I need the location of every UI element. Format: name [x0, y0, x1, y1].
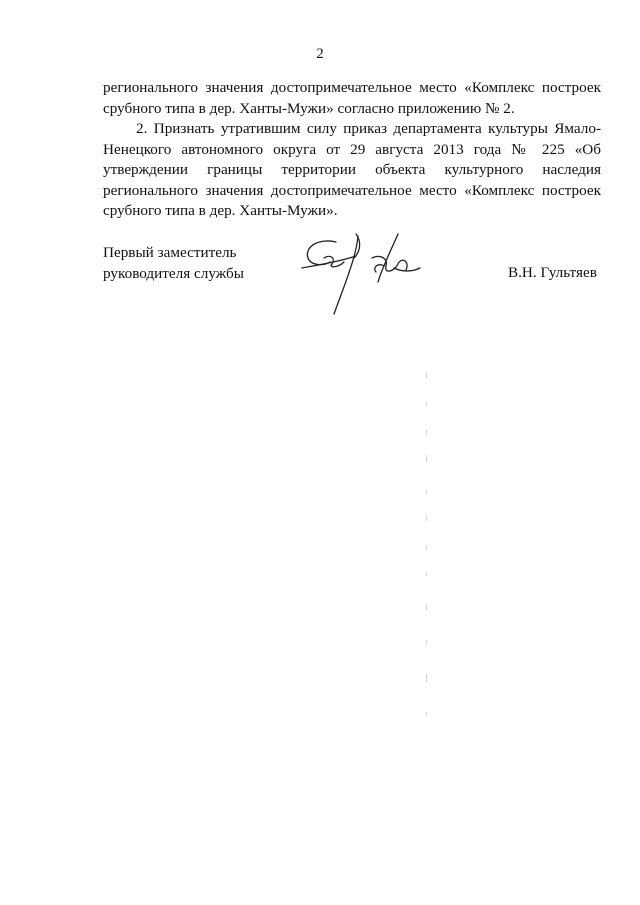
scan-artifact-line — [426, 515, 427, 521]
signer-title-line2: руководителя службы — [103, 264, 244, 282]
signer-title-line1: Первый заместитель — [103, 244, 237, 261]
scan-artifact-line — [426, 572, 427, 576]
document-body — [103, 78, 601, 222]
scan-artifact-line — [426, 490, 427, 494]
signer-title — [103, 243, 244, 284]
scan-artifact-line — [426, 545, 427, 550]
scan-artifact-line — [426, 402, 427, 406]
scan-artifact-line — [426, 640, 427, 645]
paragraph-continuation: регионального значения достопримечательное место «Комплекс построек срубного типа в дер. Ханты-Мужи» согласно приложению № 2. — [103, 79, 601, 117]
scan-artifact-line — [426, 712, 427, 716]
scan-artifact-line — [426, 604, 427, 610]
scan-artifact-line — [426, 372, 427, 378]
scan-artifact-line — [426, 455, 427, 462]
paragraph-item-2: 2. Признать утратившим силу приказ департамента культуры Ямало-Ненецкого автономного округа от 29 августа 2013 года № 225 «Об утверждении границы территории объекта культурного наследия регионального значения достопримечательное место «Комплекс построек срубного типа в дер. Ханты-Мужи». — [103, 120, 601, 219]
handwritten-signature — [298, 228, 428, 320]
scan-artifact-line — [426, 430, 427, 435]
signer-name: В.Н. Гультяев — [508, 264, 597, 281]
scan-artifact-line — [426, 674, 427, 682]
page-number: 2 — [316, 46, 324, 62]
